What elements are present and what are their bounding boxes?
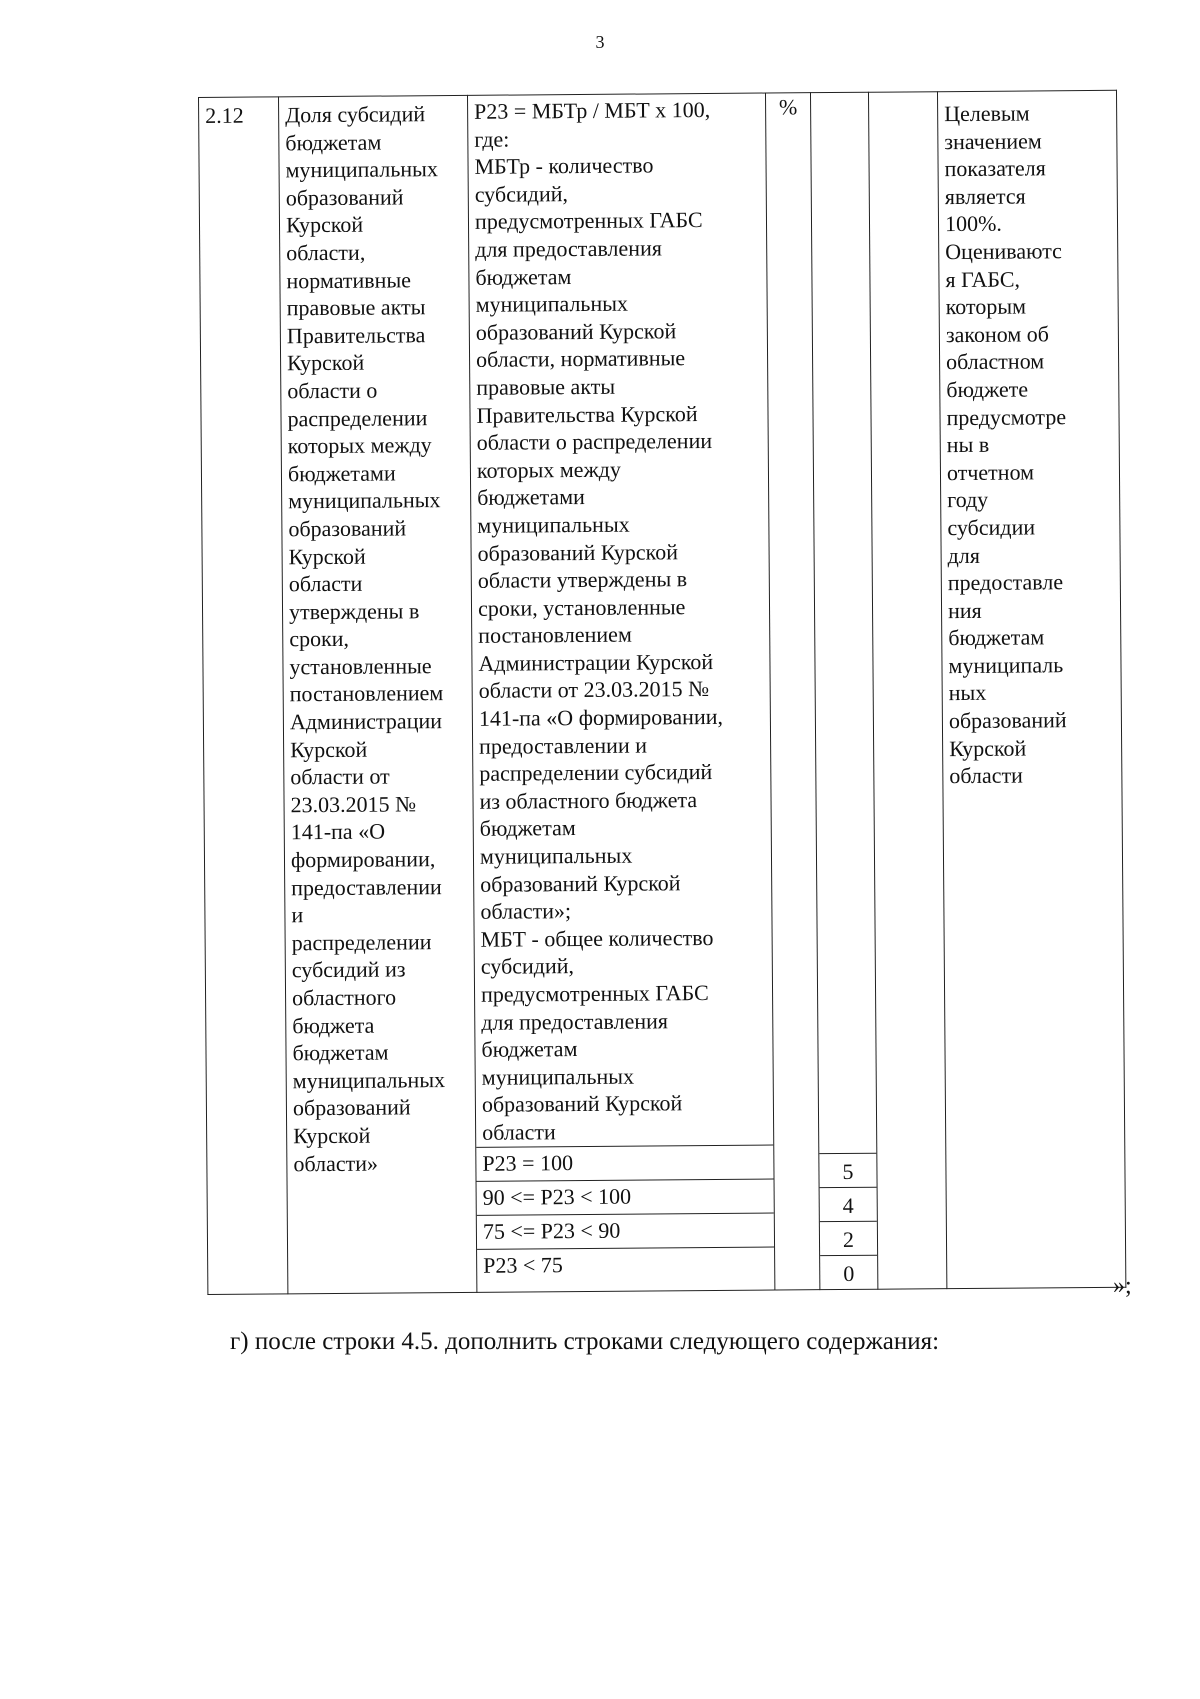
row-number: 2.12 <box>205 102 244 128</box>
note-text: Целевым значением показателя является 100%. Оцениваютс я ГАБС, которым законом об областном бюджете предусмотре ны в отчетном году субсидии для предоставле ния бюджетам муниципаль ных образований Курской области <box>944 100 1067 789</box>
closing-quote-mark: »; <box>1113 1273 1132 1299</box>
criterion-condition: P23 = 100 <box>476 1144 773 1180</box>
unit-label: % <box>778 94 798 120</box>
indicator-table <box>198 90 1126 1295</box>
formula-cell <box>467 93 774 1292</box>
indicator-description: Доля субсидий бюджетам муниципальных образований Курской области, нормативные правовые акты Правительства Курской области о распределении которых между бюджетами муниципальных образований Курской области утверждены в сроки, установленные постановлением Администрации Курской области от 23.03.2015 № 141-па «О формировании, предоставлении и распределении субсидий из областного бюджета бюджетам муниципальных образований Курской области» <box>285 101 446 1176</box>
page-number: 3 <box>595 32 605 52</box>
criterion-condition: 75 <= P23 < 90 <box>477 1212 774 1248</box>
indicator-description-cell <box>279 95 477 1293</box>
criterion-score: 0 <box>820 1255 877 1289</box>
note-cell <box>937 90 1125 1288</box>
empty-cell <box>868 92 946 1290</box>
criterion-score: 2 <box>820 1221 877 1255</box>
formula-text: P23 = МБТр / МБТ х 100, где: МБТр - количество субсидий, предусмотренных ГАБС для предоставления бюджетам муниципальных образований Курской области, нормативные правовые акты Правительства Курской области о распределении которых между бюджетами муниципальных образований Курской области утверждены в сроки, установленные постановлением Администрации Курской области от 23.03.2015 № 141-па «О формировании, предоставлении и распределении субсидий из областного бюджета бюджетам муниципальных образований Курской области»; МБТ - общее количество субсидий, предусмотренных ГАБС для предоставления бюджетам муниципальных образований Курской области <box>474 96 724 1145</box>
score-cell <box>810 92 877 1289</box>
row-number-cell <box>199 97 288 1295</box>
criterion-score: 5 <box>819 1153 876 1187</box>
criterion-condition: 90 <= P23 < 100 <box>477 1178 774 1214</box>
criterion-condition: P23 < 75 <box>477 1246 774 1282</box>
amendment-paragraph: г) после строки 4.5. дополнить строками следующего содержания: <box>230 1328 940 1355</box>
table-row <box>199 90 1126 1294</box>
criterion-score: 4 <box>820 1187 877 1221</box>
